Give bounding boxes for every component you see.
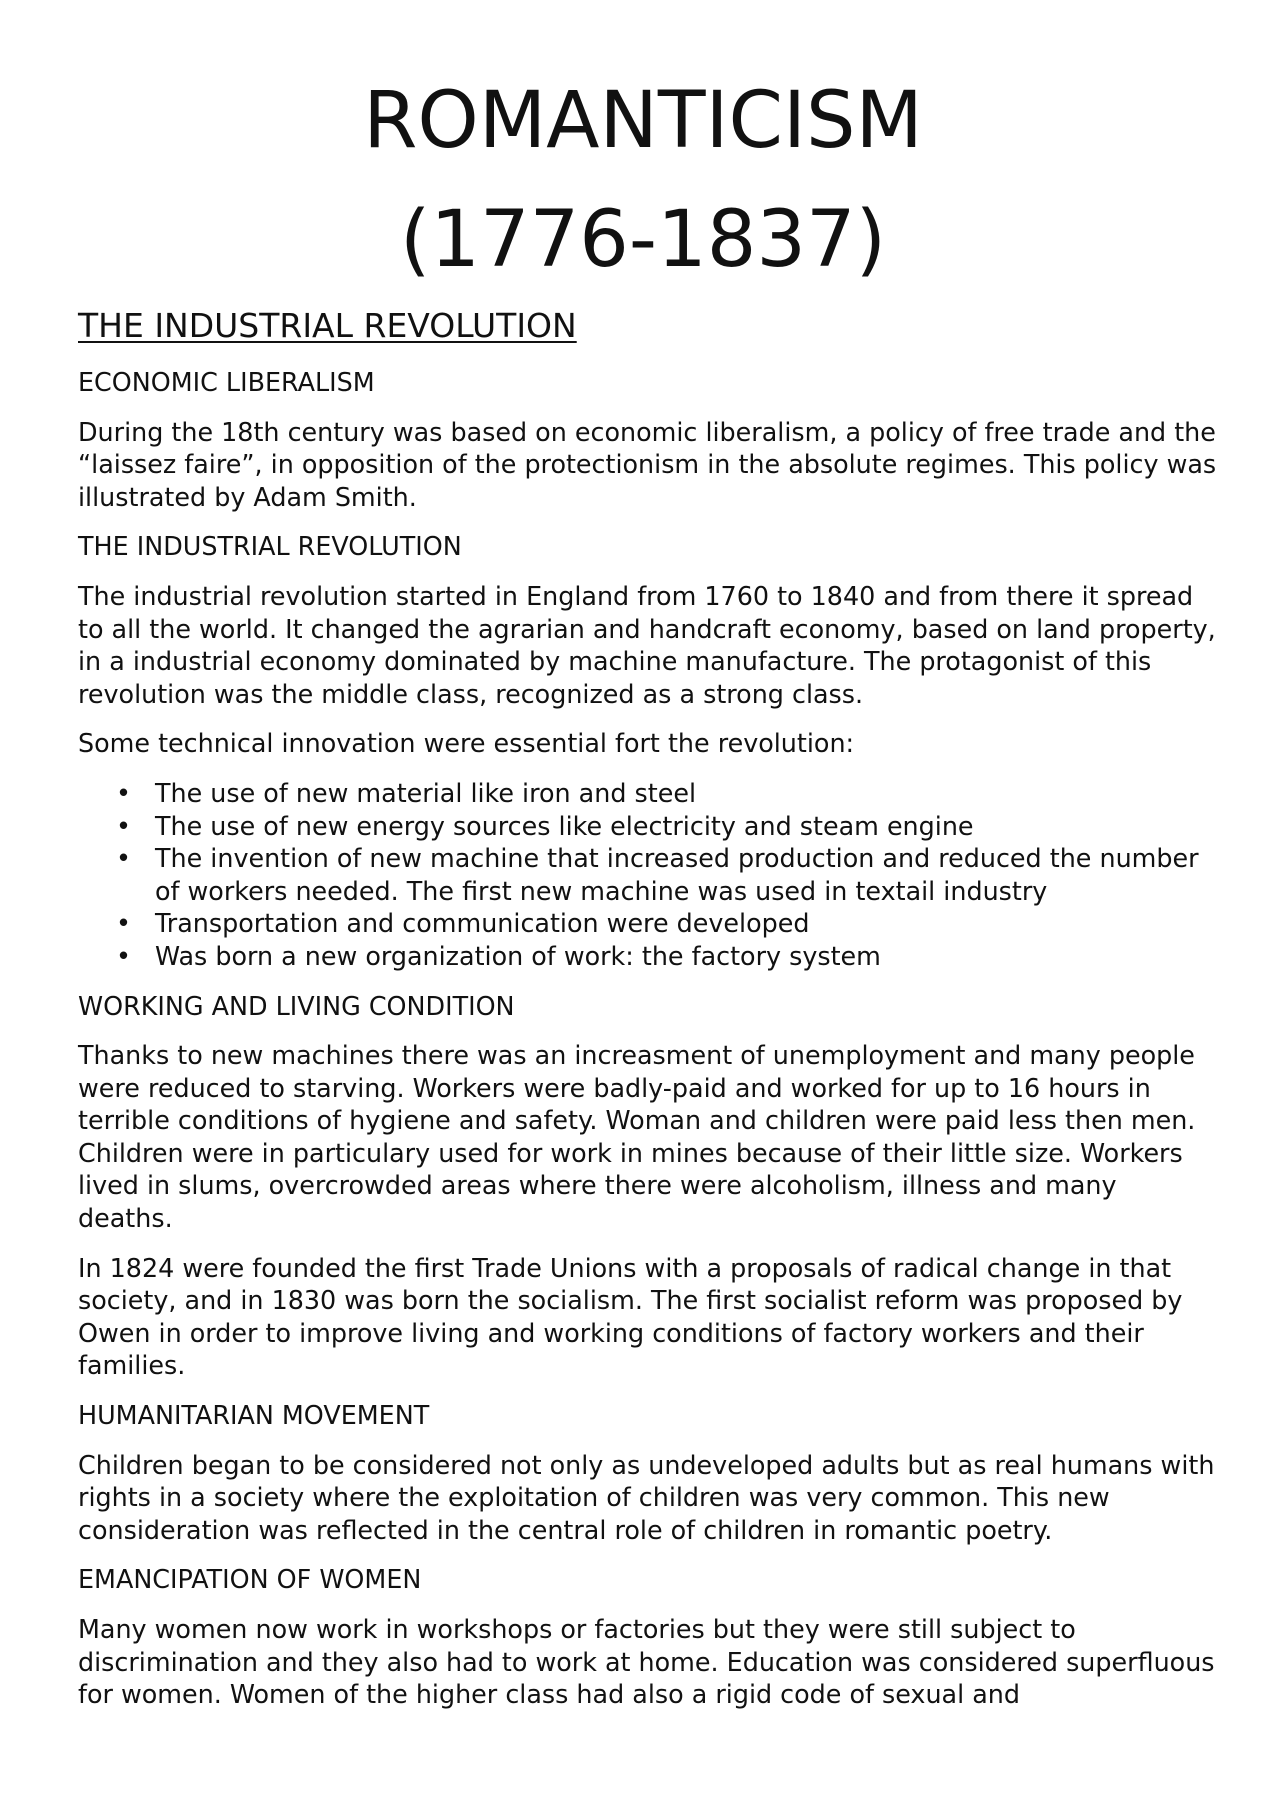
list-item-text: Was born a new organization of work: the factory system <box>155 940 881 971</box>
paragraph-working-living-1: Thanks to new machines there was an increasment of unemployment and many people were reduced to starving. Workers were badly-paid and worked for up to 16 hours in terrible conditions of hygiene and safety. Woman and children were paid less then men. Children were in particulary used for work in mines because of their little size. Workers lived in slums, overcrowded areas where there were alcoholism, illness and many deaths. <box>78 1040 1196 1234</box>
list-item <box>78 810 1218 843</box>
list-item-text: The use of new material like iron and steel <box>155 777 697 808</box>
list-item <box>78 842 1218 907</box>
paragraph-innovations-intro: Some technical innovation were essential fort the revolution: <box>78 728 855 759</box>
subheading-women: EMANCIPATION OF WOMEN <box>78 1564 422 1595</box>
paragraph-working-living-2: In 1824 were founded the first Trade Unions with a proposals of radical change in that society, and in 1830 was born the socialism. The first socialist reform was proposed by Owen in order to improve living and working conditions of factory workers and their families. <box>78 1252 1183 1381</box>
list-item <box>78 907 1218 940</box>
list-item <box>78 940 1218 973</box>
bullet-icon: • <box>116 908 131 939</box>
paragraph-economic-liberalism: During the 18th century was based on economic liberalism, a policy of free trade and the “laissez faire”, in opposition of the protectionism in the absolute regimes. This policy was illustrated by Adam Smith. <box>78 416 1217 512</box>
list-item <box>78 777 1218 810</box>
paragraph-humanitarian: Children began to be considered not only as undeveloped adults but as real humans with rights in a society where the exploitation of children was very common. This new consideration was reflected in the central role of children in romantic poetry. <box>78 1449 1215 1545</box>
document-title-dates: (1776-1837) <box>399 195 886 285</box>
subheading-humanitarian: HUMANITARIAN MOVEMENT <box>78 1400 430 1431</box>
innovations-list <box>78 777 1218 973</box>
paragraph-industrial-revolution: The industrial revolution started in England from 1760 to 1840 and from there it spread to all the world. It changed the agrarian and handcraft economy, based on land property, in a industrial economy dominated by machine manufacture. The protagonist of this revolution was the middle class, recognized as a strong class. <box>78 580 1216 709</box>
subheading-working-living: WORKING AND LIVING CONDITION <box>78 990 515 1021</box>
list-item-text: The use of new energy sources like electricity and steam engine <box>155 810 974 841</box>
bullet-icon: • <box>116 777 131 808</box>
list-item-text: The invention of new machine that increased production and reduced the number of workers needed. The first new machine was used in textail industry <box>155 843 1199 906</box>
document-title: ROMANTICISM <box>363 76 923 166</box>
document-body <box>78 366 1218 1728</box>
bullet-icon: • <box>116 940 131 971</box>
bullet-icon: • <box>116 810 131 841</box>
bullet-icon: • <box>116 843 131 874</box>
subheading-economic-liberalism: ECONOMIC LIBERALISM <box>78 367 375 397</box>
section-heading-industrial-revolution: THE INDUSTRIAL REVOLUTION <box>78 306 577 345</box>
list-item-text: Transportation and communication were developed <box>155 908 810 939</box>
paragraph-women: Many women now work in workshops or factories but they were still subject to discrimination and they also had to work at home. Education was considered superfluous for women. Women of the higher class had also a rigid code of sexual and <box>78 1614 1215 1710</box>
subheading-industrial-revolution: THE INDUSTRIAL REVOLUTION <box>78 531 462 562</box>
